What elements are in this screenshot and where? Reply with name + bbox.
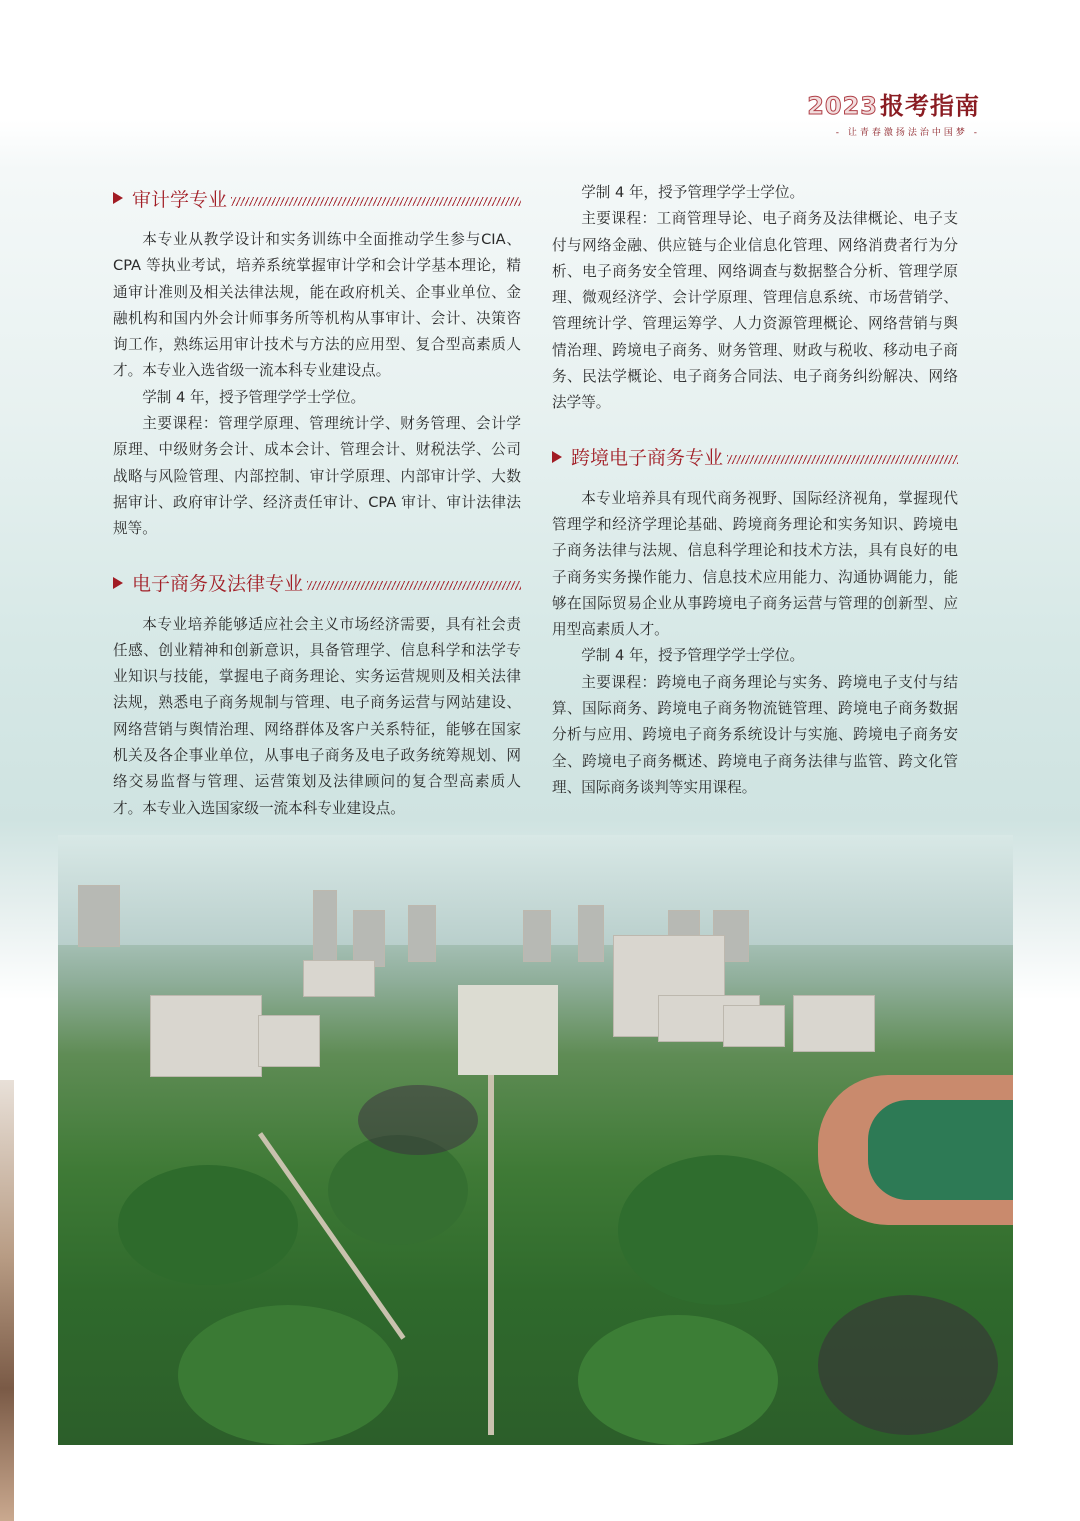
sports-field (868, 1100, 1013, 1200)
section-title: 电子商务及法律专业 (132, 573, 304, 596)
section-heading (113, 180, 521, 216)
guide-tagline: - 让青春激扬法治中国梦 - (835, 128, 980, 138)
section-heading (552, 439, 958, 475)
section-duration: 学制 4 年，授予管理学学士学位。 (581, 184, 805, 201)
triangle-bullet-icon (552, 451, 562, 463)
section-courses: 主要课程：工商管理导论、电子商务及法律概论、电子支付与网络金融、供应链与企业信息化管理、网络消费者行为分析、电子商务安全管理、网络调查与数据整合分析、管理学原理、微观经济学、会计学原理、管理信息系统、市场营销学、管理统计学、管理运筹学、人力资源管理概论、网络营销与舆情治理、跨境电子商务、财务管理、财政与税收、移动电子商务、民法学概论、电子商务合同法、电子商务纠纷解决、网络法学等。 (552, 210, 958, 412)
section-courses: 主要课程：管理学原理、管理统计学、财务管理、会计学原理、中级财务会计、成本会计、管理会计、财税法学、公司战略与风险管理、内部控制、审计学原理、内部审计学、大数据审计、政府审计学、经济责任审计、CPA 审计、审计法律法规等。 (113, 415, 521, 538)
section-cross-border (552, 439, 958, 802)
triangle-bullet-icon (113, 577, 123, 589)
hatch-rule (307, 581, 521, 590)
hatch-rule (231, 197, 521, 206)
triangle-bullet-icon (113, 192, 123, 204)
section-title: 审计学专业 (132, 188, 228, 211)
page-edge-decoration (0, 1080, 14, 1521)
section-audit (113, 180, 521, 543)
campus-aerial-photo (58, 835, 1013, 1445)
section-courses: 主要课程：跨境电子商务理论与实务、跨境电子支付与结算、国际商务、跨境电子商务物流链管理、跨境电子商务数据分析与应用、跨境电子商务系统设计与实施、跨境电子商务安全、跨境电子商务概述、跨境电子商务法律与监管、跨文化管理、国际商务谈判等实用课程。 (552, 673, 958, 796)
section-duration: 学制 4 年，授予管理学学士学位。 (142, 388, 366, 406)
section-intro: 本专业培养具有现代商务视野、国际经济视角，掌握现代管理学和经济学理论基础、跨境商务理论和实务知识、跨境电子商务法律与法规、信息科学理论和技术方法，具有良好的电子商务实务操作能力、信息技术应用能力、沟通协调能力，能够在国际贸易企业从事跨境电子商务运营与管理的创新型、应用型高素质人才。 (552, 489, 958, 639)
left-column (113, 180, 521, 822)
guide-year: 2023 (807, 92, 878, 120)
right-column (552, 180, 958, 801)
hatch-rule (727, 455, 958, 464)
guide-title (807, 86, 980, 121)
guide-title-text: 报考指南 (880, 92, 980, 120)
section-heading (113, 565, 521, 601)
section-intro: 本专业培养能够适应社会主义市场经济需要，具有社会责任感、创业精神和创新意识，具备管理学、信息科学和法学专业知识与技能，掌握电子商务理论、实务运营规则及相关法律法规，熟悉电子商务规制与管理、电子商务运营与网站建设、网络营销与舆情治理、网络群体及客户关系特征，能够在国家机关及各企事业单位，从事电子商务及电子政务统筹规划、网络交易监督与管理、运营策划及法律顾问的复合型高素质人才。本专业入选国家级一流本科专业建设点。 (113, 615, 521, 817)
section-title: 跨境电子商务专业 (571, 447, 724, 470)
header-brand (807, 86, 980, 138)
section-ecommerce-law (113, 565, 521, 822)
section-intro: 本专业从教学设计和实务训练中全面推动学生参与CIA、CPA 等执业考试，培养系统掌握审计学和会计学基本理论，精通审计准则及相关法律法规，能在政府机关、企事业单位、金融机构和国内外会计师事务所等机构从事审计、会计、决策咨询工作，熟练运用审计技术与方法的应用型、复合型高素质人才。本专业入选省级一流本科专业建设点。 (113, 231, 521, 380)
section-duration: 学制 4 年，授予管理学学士学位。 (581, 647, 805, 665)
